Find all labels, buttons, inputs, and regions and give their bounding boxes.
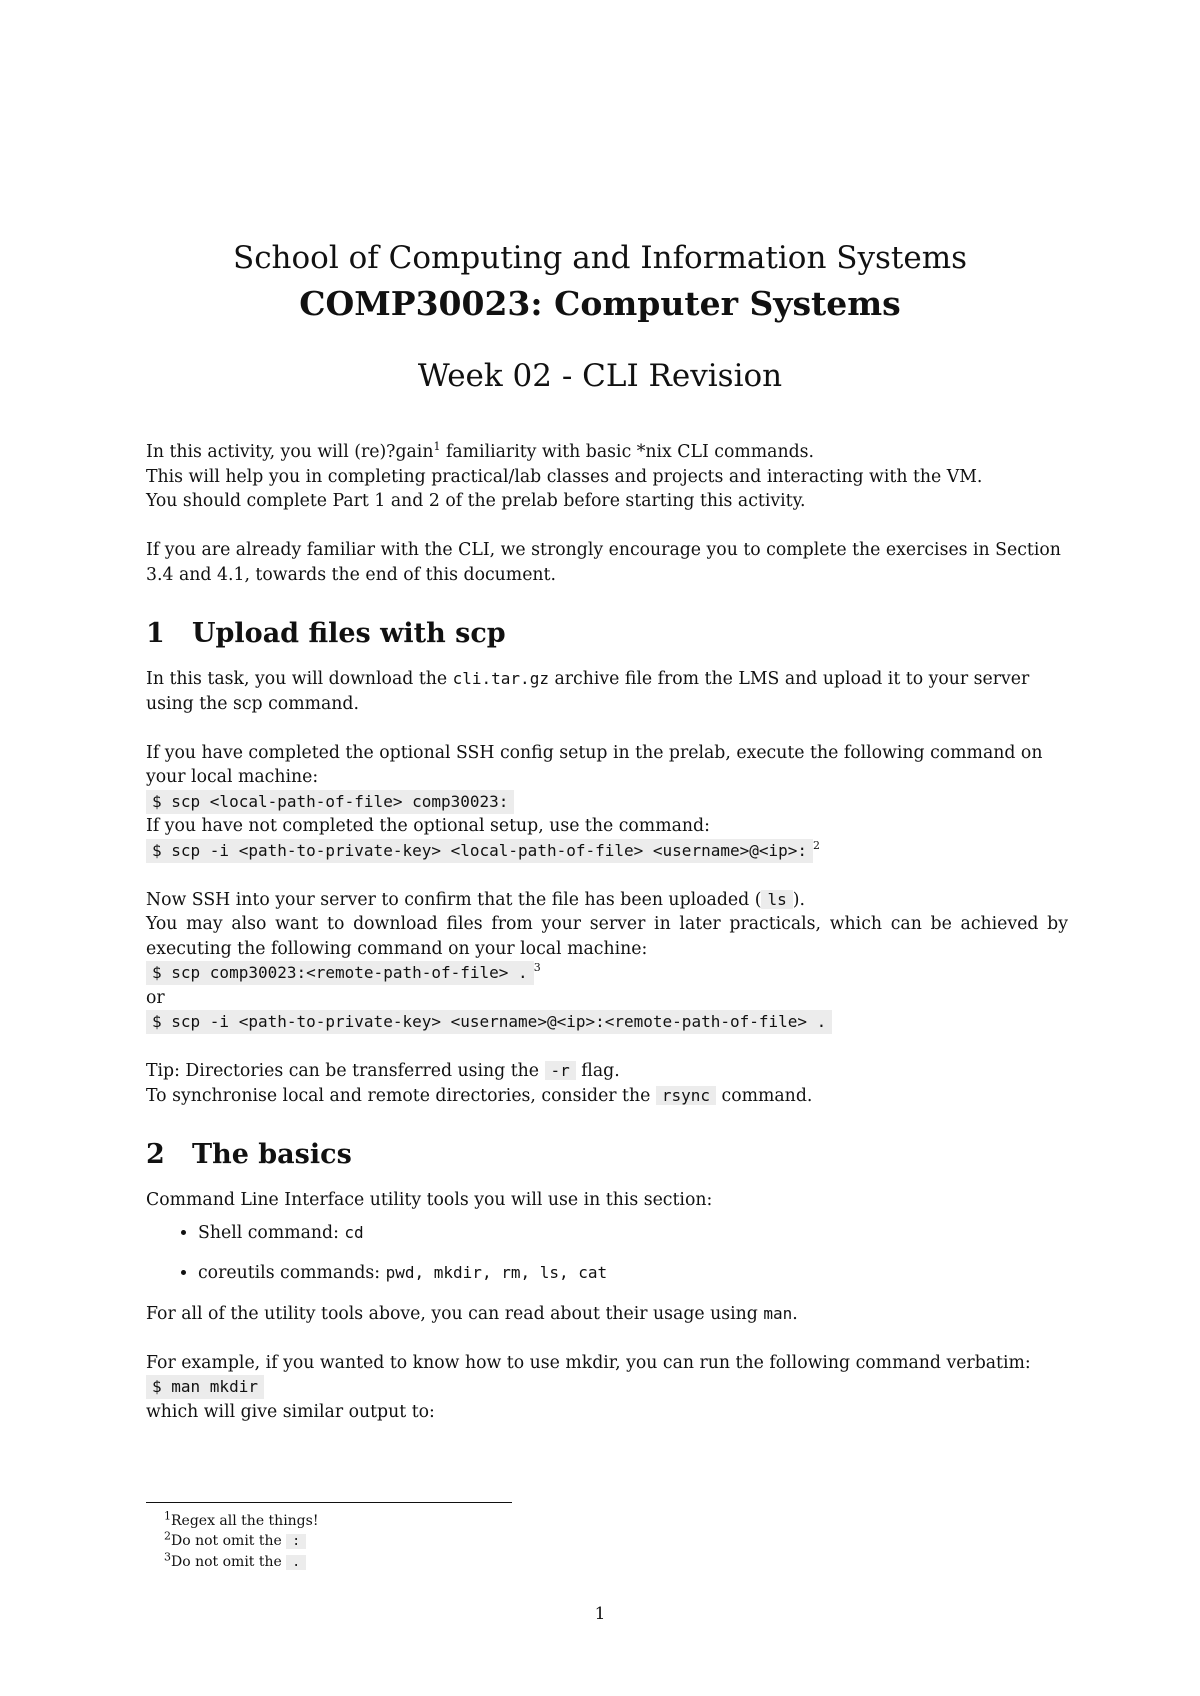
page-number: 1 bbox=[594, 1604, 606, 1624]
section-2-title: The basics bbox=[192, 1139, 352, 1170]
command-scp-download-key: $ scp -i <path-to-private-key> <username>@<ip>:<remote-path-of-file> . bbox=[146, 1010, 832, 1034]
command-man-mkdir: $ man mkdir bbox=[146, 1375, 264, 1399]
course-title: COMP30023: Computer Systems bbox=[299, 284, 901, 323]
footnote-ref-2[interactable]: 2 bbox=[813, 838, 821, 852]
section-1-heading bbox=[146, 617, 1068, 651]
inline-code-man: man bbox=[763, 1303, 793, 1323]
footnote-2: $^2$Do not omit the : bbox=[146, 1531, 1068, 1552]
intro-line-2: This will help you in completing practical/lab classes and projects and interacting with the VM. bbox=[146, 466, 983, 487]
footnote-ref-3[interactable]: 3 bbox=[533, 961, 541, 975]
tip-text: Tip: Directories can be transferred using the -r flag. bbox=[146, 1061, 620, 1081]
section-1-paragraph-3: If you have not completed the optional setup, use the command: bbox=[146, 816, 710, 836]
rsync-text: To synchronise local and remote directories, consider the rsync command. bbox=[146, 1085, 813, 1106]
footnote-ref-1[interactable]: 1 bbox=[433, 440, 441, 454]
section-1-paragraph-2: If you have completed the optional SSH config setup in the prelab, execute the following command on your local machine: bbox=[146, 742, 1043, 787]
section-1-title: Upload files with scp bbox=[192, 618, 506, 649]
footnote-divider bbox=[146, 1502, 512, 1503]
school-name: School of Computing and Information Systems bbox=[232, 240, 968, 276]
section-1-paragraph-4: Now SSH into your server to confirm that the file has been uploaded ( ls ). bbox=[146, 889, 805, 910]
man-paragraph: For all of the utility tools above, you can read about their usage using man. bbox=[146, 1303, 798, 1324]
example-paragraph: For example, if you wanted to know how to use mkdir, you can run the following command verbatim: bbox=[146, 1352, 1031, 1373]
inline-code-archive: cli.tar.gz bbox=[452, 669, 549, 688]
section-2-intro: Command Line Interface utility tools you will use in this section: bbox=[146, 1190, 713, 1210]
title-block bbox=[0, 238, 1200, 396]
intro-line-1: In this activity, you will (re)?gain$^1$ familiarity with basic *nix CLI commands. bbox=[146, 440, 815, 462]
list-item: • Shell command: cd bbox=[198, 1221, 1068, 1246]
footnote-3: $^3$Do not omit the . bbox=[146, 1552, 1068, 1573]
command-scp-config: $ scp <local-path-of-file> comp30023: bbox=[146, 790, 514, 814]
intro-line-3: You should complete Part 1 and 2 of the prelab before starting this activity. bbox=[146, 491, 806, 511]
section-1-number: 1 bbox=[146, 618, 165, 649]
or-text: or bbox=[146, 987, 165, 1008]
section-2-number: 2 bbox=[146, 1139, 165, 1170]
command-scp-key: $ scp -i <path-to-private-key> <local-path-of-file> <username>@<ip>: bbox=[146, 839, 813, 863]
list-item: • coreutils commands: pwd, mkdir, rm, ls, cat bbox=[198, 1261, 1068, 1286]
inline-code-rsync: rsync bbox=[656, 1086, 716, 1105]
inline-code-r-flag: -r bbox=[545, 1061, 576, 1080]
section-1-paragraph-1: In this task, you will download the cli.tar.gz archive file from the LMS and upload it to your server using the scp command. bbox=[146, 669, 1030, 714]
command-scp-download-config: $ scp comp30023:<remote-path-of-file> . bbox=[146, 961, 534, 985]
intro-paragraph-2: If you are already familiar with the CLI, we strongly encourage you to complete the exercises in Section 3.4 and 4.1, towards the end of this document. bbox=[146, 540, 1061, 585]
inline-code-cd: cd bbox=[344, 1222, 364, 1242]
inline-code-ls: ls bbox=[761, 890, 792, 909]
section-2-heading bbox=[146, 1138, 1068, 1172]
footnote-1: $^1$Regex all the things! bbox=[164, 1509, 319, 1529]
footnotes bbox=[146, 1502, 1068, 1573]
tools-list bbox=[146, 1221, 1068, 1286]
inline-code-coreutils: pwd, mkdir, rm, ls, cat bbox=[385, 1263, 608, 1282]
section-1-paragraph-5: You may also want to download files from your server in later practicals, which can be achieved by executing the following command on your local machine: bbox=[146, 914, 1068, 959]
week-title: Week 02 - CLI Revision bbox=[417, 358, 783, 394]
main-content bbox=[146, 440, 1068, 1424]
output-paragraph: which will give similar output to: bbox=[146, 1401, 435, 1422]
